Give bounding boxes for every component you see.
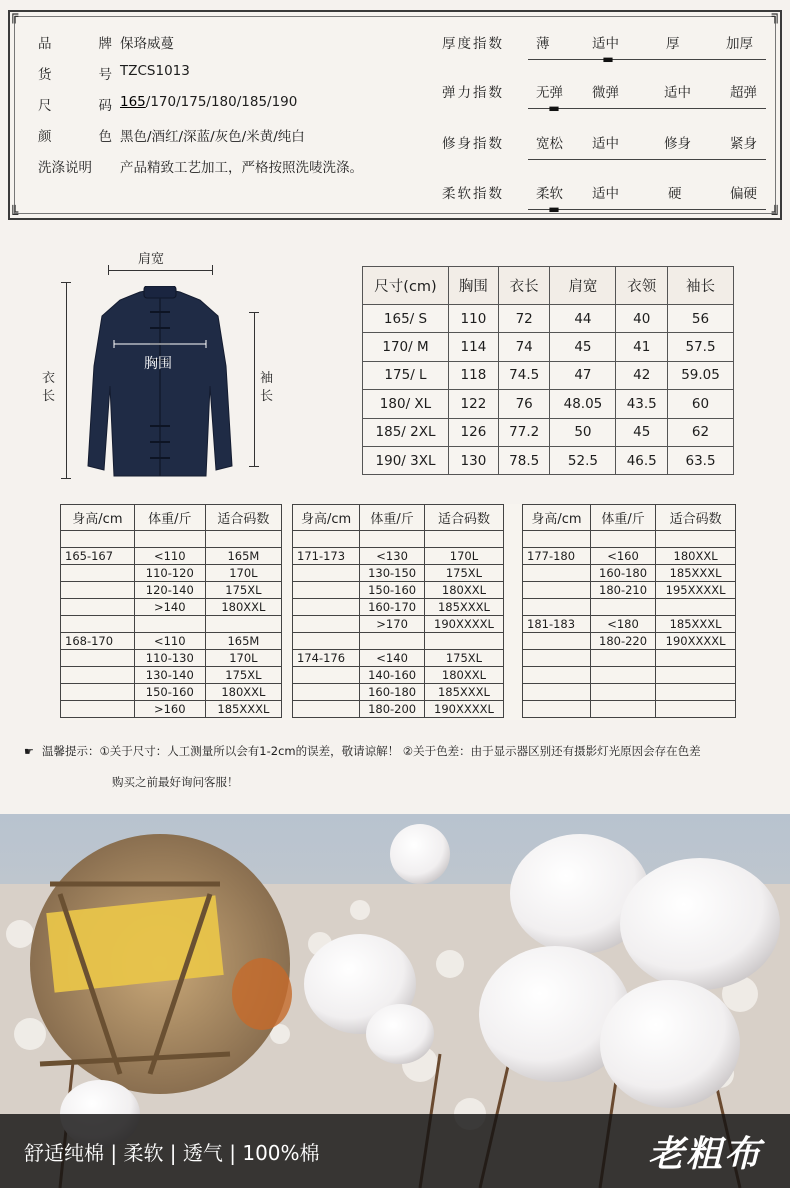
recommendation-cell: 180XXL <box>205 684 281 701</box>
recommendation-cell <box>61 701 135 718</box>
chest-label: 胸围 <box>144 356 172 372</box>
recommendation-cell <box>360 633 425 650</box>
label-char: 码 <box>98 98 112 114</box>
dimension-cap <box>249 312 259 313</box>
recommendation-cell <box>293 531 360 548</box>
recommendation-cell <box>523 667 591 684</box>
recommendation-cell <box>293 701 360 718</box>
label-char: 号 <box>98 67 112 83</box>
recommendation-cell: 170L <box>205 650 281 667</box>
recommendation-row <box>61 616 282 633</box>
index-option: 修身 <box>664 136 691 152</box>
recommendation-row <box>523 684 736 701</box>
size-value <box>120 94 297 114</box>
recommendation-cell: 140-160 <box>360 667 425 684</box>
label-char: 颜 <box>38 129 52 145</box>
recommendation-cell: 185XXXL <box>656 616 736 633</box>
tips-note <box>24 736 784 797</box>
size-cell: 72 <box>498 305 550 333</box>
recommendation-cell: 160-170 <box>360 599 425 616</box>
recommendation-cell <box>205 531 281 548</box>
banner-tagline: 舒适纯棉 | 柔软 | 透气 | 100%棉 <box>24 1141 320 1165</box>
length-dimension-line <box>66 282 67 478</box>
recommendation-row <box>61 565 282 582</box>
recommendation-row <box>523 582 736 599</box>
dimension-cap <box>108 265 109 275</box>
recommendation-cell: 180-220 <box>590 633 655 650</box>
recommendation-cell <box>360 531 425 548</box>
wash-value: 产品精致工艺加工，严格按照洗唛洗涤。 <box>120 160 363 176</box>
recommendation-row <box>293 548 504 565</box>
recommendation-cell: 165M <box>205 633 281 650</box>
tips-text: 温馨提示：①关于尺寸：人工测量所以会有1-2cm的误差，敬请谅解！ ②关于色差：由于显示器区别还有摄影灯光原因会存在色差 <box>42 744 701 758</box>
size-cell: 175/ L <box>363 361 449 389</box>
recommendation-cell: 190XXXXL <box>424 616 503 633</box>
dimension-cap <box>249 466 259 467</box>
recommendation-cell <box>61 667 135 684</box>
recommendation-cell <box>424 633 503 650</box>
size-cell: 185/ 2XL <box>363 418 449 446</box>
index-option: 适中 <box>592 36 619 52</box>
index-option: 偏硬 <box>730 186 757 202</box>
label-char: 色 <box>98 129 112 145</box>
index-thickness <box>442 32 772 72</box>
attr-label <box>38 94 120 114</box>
recommendation-cell: >140 <box>134 599 205 616</box>
size-cell: 56 <box>668 305 734 333</box>
recommendation-row <box>523 548 736 565</box>
index-option: 柔软 <box>536 186 563 202</box>
jacket-collar <box>144 286 176 298</box>
size-row <box>363 333 734 361</box>
recommendation-cell: 180-200 <box>360 701 425 718</box>
size-cell: 41 <box>616 333 668 361</box>
column-header: 衣领 <box>616 267 668 305</box>
recommendation-cell <box>656 667 736 684</box>
recommendation-row <box>61 531 282 548</box>
column-header: 袖长 <box>668 267 734 305</box>
sku-value: TZCS1013 <box>120 63 190 79</box>
size-cell: 52.5 <box>550 446 616 474</box>
recommendation-cell <box>523 650 591 667</box>
index-option: 适中 <box>592 136 619 152</box>
recommendation-row <box>523 565 736 582</box>
recommendation-cell <box>590 667 655 684</box>
cotton-banner-photo <box>0 814 790 1188</box>
recommendation-cell: 190XXXXL <box>656 633 736 650</box>
column-header: 体重/斤 <box>360 505 425 531</box>
size-cell: 180/ XL <box>363 390 449 418</box>
recommendation-cell <box>293 582 360 599</box>
selected-marker-icon: ▬ <box>602 52 614 66</box>
recommendation-row <box>523 650 736 667</box>
recommendation-cell: 175XL <box>205 667 281 684</box>
recommendation-table <box>292 504 504 718</box>
recommendation-cell: 175XL <box>424 650 503 667</box>
recommendation-cell: 180XXL <box>656 548 736 565</box>
recommendation-cell: 190XXXXL <box>424 701 503 718</box>
jacket-illustration <box>84 286 236 482</box>
recommendation-cell: 165M <box>205 548 281 565</box>
dimension-cap <box>61 282 71 283</box>
index-name: 柔软指数 <box>442 186 504 202</box>
index-softness <box>442 182 772 222</box>
recommendation-row <box>293 582 504 599</box>
recommendation-row <box>61 650 282 667</box>
size-cell: 62 <box>668 418 734 446</box>
label-char: 衣 <box>42 371 56 386</box>
size-cell: 114 <box>449 333 499 361</box>
measurement-diagram <box>36 246 296 486</box>
column-header: 身高/cm <box>293 505 360 531</box>
size-cell: 43.5 <box>616 390 668 418</box>
recommendation-row <box>523 667 736 684</box>
recommendation-row <box>523 531 736 548</box>
index-elasticity <box>442 81 772 121</box>
size-row <box>363 361 734 389</box>
tips-line-1 <box>24 736 784 767</box>
index-option: 薄 <box>536 36 550 52</box>
recommendation-cell: 185XXXL <box>424 599 503 616</box>
recommendation-cell: 195XXXXL <box>656 582 736 599</box>
recommendation-cell <box>293 565 360 582</box>
recommendation-row <box>61 582 282 599</box>
index-scale-line <box>528 159 766 160</box>
size-cell: 45 <box>550 333 616 361</box>
recommendation-cell <box>293 684 360 701</box>
recommendation-cell: <140 <box>360 650 425 667</box>
recommendation-header <box>61 505 282 531</box>
index-scale-line <box>528 59 766 60</box>
recommendation-row <box>293 701 504 718</box>
attr-sku <box>38 63 190 83</box>
size-cell: 126 <box>449 418 499 446</box>
recommendation-cell: 185XXXL <box>656 565 736 582</box>
size-cell: 42 <box>616 361 668 389</box>
size-cell: 45 <box>616 418 668 446</box>
recommendation-cell <box>293 633 360 650</box>
recommendation-cell: 180-210 <box>590 582 655 599</box>
recommendation-cell <box>523 531 591 548</box>
shoulder-dimension-line <box>108 270 212 271</box>
size-cell: 47 <box>550 361 616 389</box>
recommendation-row <box>293 531 504 548</box>
size-cell: 118 <box>449 361 499 389</box>
column-header: 尺寸(cm) <box>363 267 449 305</box>
recommendation-cell <box>61 684 135 701</box>
banner-caption-bar <box>0 1114 790 1188</box>
column-header: 胸围 <box>449 267 499 305</box>
recommendation-cell: 160-180 <box>360 684 425 701</box>
tips-line-2: 购买之前最好询问客服！ <box>112 775 239 789</box>
recommendation-cell <box>134 616 205 633</box>
size-cell: 60 <box>668 390 734 418</box>
recommendation-cell <box>656 650 736 667</box>
recommendation-cell <box>656 599 736 616</box>
size-recommendation-section <box>60 504 736 720</box>
recommendation-cell: 175XL <box>205 582 281 599</box>
recommendation-cell: 181-183 <box>523 616 591 633</box>
recommendation-cell <box>61 531 135 548</box>
recommendation-cell <box>61 565 135 582</box>
recommendation-cell: 150-160 <box>360 582 425 599</box>
recommendation-table <box>60 504 282 718</box>
size-row <box>363 418 734 446</box>
selected-marker-icon: ▬ <box>548 101 560 115</box>
attr-label <box>38 125 120 145</box>
recommendation-row <box>293 650 504 667</box>
recommendation-cell: 110-130 <box>134 650 205 667</box>
recommendation-cell <box>61 599 135 616</box>
recommendation-row <box>293 684 504 701</box>
index-name: 弹力指数 <box>442 85 504 101</box>
recommendation-cell <box>590 701 655 718</box>
recommendation-cell <box>134 531 205 548</box>
recommendation-row <box>293 667 504 684</box>
size-cell: 170/ M <box>363 333 449 361</box>
label-char: 品 <box>38 36 52 52</box>
recommendation-cell: 120-140 <box>134 582 205 599</box>
recommendation-cell: <110 <box>134 548 205 565</box>
size-cell: 74.5 <box>498 361 550 389</box>
recommendation-cell <box>523 582 591 599</box>
attr-label <box>38 63 120 83</box>
size-row <box>363 305 734 333</box>
recommendation-cell: 185XXXL <box>424 684 503 701</box>
column-header: 体重/斤 <box>590 505 655 531</box>
recommendation-cell: 150-160 <box>134 684 205 701</box>
recommendation-cell: 170L <box>205 565 281 582</box>
recommendation-cell: 175XL <box>424 565 503 582</box>
recommendation-cell <box>293 616 360 633</box>
recommendation-row <box>293 599 504 616</box>
index-option: 紧身 <box>730 136 757 152</box>
recommendation-cell: 177-180 <box>523 548 591 565</box>
recommendation-cell: <110 <box>134 633 205 650</box>
recommendation-cell: 160-180 <box>590 565 655 582</box>
recommendation-cell <box>656 684 736 701</box>
index-option: 超弹 <box>730 85 757 101</box>
selected-marker-icon: ▬ <box>548 202 560 216</box>
size-rest: /170/175/180/185/190 <box>145 94 298 110</box>
column-header: 适合码数 <box>424 505 503 531</box>
product-info-panel <box>8 10 782 220</box>
size-chart-table <box>362 266 734 475</box>
corner-ornament-icon: ╚ <box>9 206 19 222</box>
recommendation-cell: 171-173 <box>293 548 360 565</box>
size-cell: 57.5 <box>668 333 734 361</box>
dimension-cap <box>212 265 213 275</box>
attr-size <box>38 94 297 114</box>
corner-ornament-icon: ╗ <box>771 8 781 24</box>
index-option: 宽松 <box>536 136 563 152</box>
label-char: 牌 <box>98 36 112 52</box>
recommendation-row <box>61 633 282 650</box>
size-cell: 190/ 3XL <box>363 446 449 474</box>
corner-ornament-icon: ╝ <box>771 206 781 222</box>
pointer-hand-icon: ☛ <box>24 745 34 758</box>
recommendation-row <box>523 616 736 633</box>
dimension-cap <box>61 478 71 479</box>
attr-color <box>38 125 305 145</box>
recommendation-cell <box>205 616 281 633</box>
recommendation-cell <box>523 684 591 701</box>
brand-value: 保珞威蔓 <box>120 36 174 52</box>
index-name: 厚度指数 <box>442 36 504 52</box>
column-header: 体重/斤 <box>134 505 205 531</box>
recommendation-row <box>523 701 736 718</box>
index-option: 硬 <box>668 186 682 202</box>
size-cell: 78.5 <box>498 446 550 474</box>
recommendation-cell <box>590 599 655 616</box>
label-char: 袖 <box>260 371 274 386</box>
label-char: 长 <box>42 389 56 404</box>
brand-logo-text: 老粗布 <box>647 1133 762 1175</box>
recommendation-cell: 174-176 <box>293 650 360 667</box>
size-cell: 46.5 <box>616 446 668 474</box>
size-cell: 59.05 <box>668 361 734 389</box>
recommendation-cell: <130 <box>360 548 425 565</box>
index-name: 修身指数 <box>442 136 504 152</box>
shoulder-label: 肩宽 <box>138 252 165 267</box>
recommendation-cell <box>61 582 135 599</box>
index-option: 适中 <box>592 186 619 202</box>
index-option: 厚 <box>666 36 680 52</box>
index-option: 微弹 <box>592 85 619 101</box>
size-highlight: 165 <box>120 94 146 110</box>
size-cell: 74 <box>498 333 550 361</box>
index-fit <box>442 132 772 172</box>
recommendation-cell: <160 <box>590 548 655 565</box>
recommendation-cell <box>61 616 135 633</box>
label-char: 尺 <box>38 98 52 114</box>
label-char: 货 <box>38 67 52 83</box>
wash-label: 洗涤说明 <box>38 160 92 176</box>
attr-brand <box>38 32 174 52</box>
recommendation-cell: 168-170 <box>61 633 135 650</box>
recommendation-cell: 130-150 <box>360 565 425 582</box>
size-cell: 63.5 <box>668 446 734 474</box>
recommendation-row <box>61 548 282 565</box>
recommendation-cell <box>523 565 591 582</box>
size-cell: 40 <box>616 305 668 333</box>
sleeve-dimension-line <box>254 312 255 466</box>
index-option: 无弹 <box>536 85 563 101</box>
recommendation-row <box>61 667 282 684</box>
recommendation-cell: 165-167 <box>61 548 135 565</box>
color-value: 黑色/酒红/深蓝/灰色/米黄/纯白 <box>120 129 305 145</box>
recommendation-header <box>293 505 504 531</box>
size-cell: 122 <box>449 390 499 418</box>
size-row <box>363 446 734 474</box>
sleeve-label <box>260 370 273 406</box>
size-cell: 44 <box>550 305 616 333</box>
recommendation-cell: >170 <box>360 616 425 633</box>
size-row <box>363 390 734 418</box>
recommendation-cell: <180 <box>590 616 655 633</box>
column-header: 肩宽 <box>550 267 616 305</box>
recommendation-cell <box>523 701 591 718</box>
recommendation-cell: 130-140 <box>134 667 205 684</box>
size-cell: 77.2 <box>498 418 550 446</box>
length-label <box>42 370 55 406</box>
recommendation-cell <box>590 684 655 701</box>
recommendation-cell <box>293 667 360 684</box>
recommendation-row <box>61 684 282 701</box>
recommendation-row <box>523 599 736 616</box>
recommendation-row <box>61 701 282 718</box>
recommendation-row <box>61 599 282 616</box>
size-table-header <box>363 267 734 305</box>
recommendation-cell: 180XXL <box>205 599 281 616</box>
attr-label <box>38 32 120 52</box>
size-cell: 76 <box>498 390 550 418</box>
recommendation-row <box>523 633 736 650</box>
size-cell: 48.05 <box>550 390 616 418</box>
index-option: 适中 <box>664 85 691 101</box>
recommendation-cell <box>61 650 135 667</box>
column-header: 衣长 <box>498 267 550 305</box>
recommendation-cell: >160 <box>134 701 205 718</box>
size-cell: 50 <box>550 418 616 446</box>
size-cell: 130 <box>449 446 499 474</box>
recommendation-cell <box>523 633 591 650</box>
column-header: 身高/cm <box>523 505 591 531</box>
recommendation-cell: 170L <box>424 548 503 565</box>
recommendation-row <box>293 565 504 582</box>
column-header: 身高/cm <box>61 505 135 531</box>
recommendation-cell <box>293 599 360 616</box>
label-char: 长 <box>260 389 274 404</box>
size-cell: 165/ S <box>363 305 449 333</box>
recommendation-cell: 180XXL <box>424 667 503 684</box>
recommendation-cell: 110-120 <box>134 565 205 582</box>
recommendation-cell <box>656 531 736 548</box>
recommendation-cell: 180XXL <box>424 582 503 599</box>
recommendation-cell <box>424 531 503 548</box>
recommendation-row <box>293 616 504 633</box>
size-cell: 110 <box>449 305 499 333</box>
recommendation-cell <box>523 599 591 616</box>
recommendation-cell <box>590 650 655 667</box>
recommendation-table <box>522 504 736 718</box>
recommendation-cell <box>656 701 736 718</box>
recommendation-header <box>523 505 736 531</box>
recommendation-cell <box>590 531 655 548</box>
attr-wash <box>38 156 363 176</box>
recommendation-cell: 185XXXL <box>205 701 281 718</box>
column-header: 适合码数 <box>656 505 736 531</box>
corner-ornament-icon: ╔ <box>9 8 19 24</box>
index-option: 加厚 <box>726 36 753 52</box>
recommendation-row <box>293 633 504 650</box>
column-header: 适合码数 <box>205 505 281 531</box>
